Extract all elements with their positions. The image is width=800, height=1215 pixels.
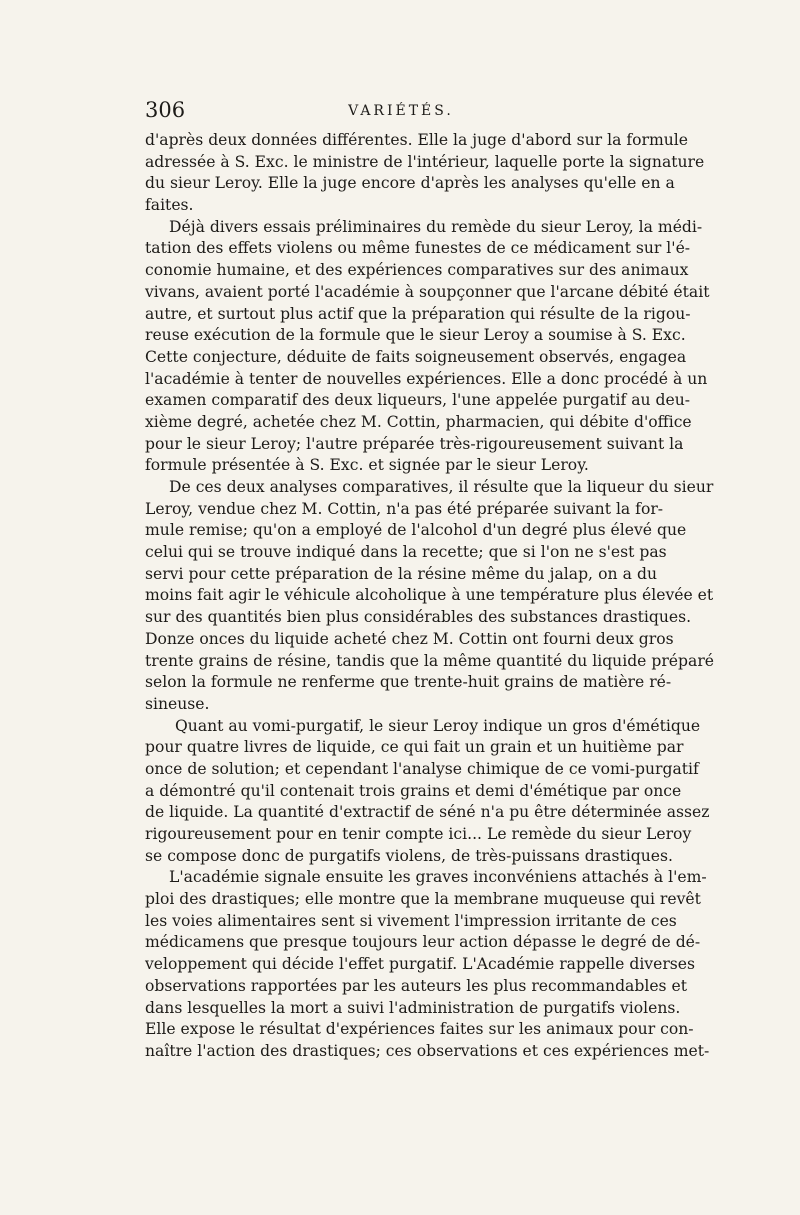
text-line: sur des quantités bien plus considérables des substances drastiques. [145, 608, 692, 627]
text-line: les voies alimentaires sent si vivement l'impression irritante de ces [145, 911, 677, 930]
text-line: adressée à S. Exc. le ministre de l'intérieur, laquelle porte la signature [145, 152, 705, 171]
text-line: formule présentée à S. Exc. et signée par le sieur Leroy. [145, 456, 589, 475]
text-line: autre, et surtout plus actif que la préparation qui résulte de la rigou- [145, 304, 691, 323]
text-line: servi pour cette préparation de la résine même du jalap, on a du [145, 564, 657, 583]
text-line: pour quatre livres de liquide, ce qui fait un grain et un huitième par [145, 738, 684, 757]
text-line: de liquide. La quantité d'extractif de séné n'a pu être déterminée assez [145, 803, 710, 822]
text-line: Donze onces du liquide acheté chez M. Cottin ont fourni deux gros [145, 629, 674, 648]
text-line: du sieur Leroy. Elle la juge encore d'après les analyses qu'elle en a [145, 174, 675, 193]
text-line: vivans, avaient porté l'académie à soupçonner que l'arcane débité était [145, 282, 710, 301]
text-line: selon la formule ne renferme que trente-huit grains de matière ré- [145, 673, 672, 692]
body-text [145, 130, 714, 1063]
text-line: Déjà divers essais préliminaires du remède du sieur Leroy, la médi- [169, 217, 703, 236]
running-title: VARIÉTÉS. [348, 103, 454, 119]
text-line: moins fait agir le véhicule alcoholique à une température plus élevée et [145, 586, 714, 605]
text-line: trente grains de résine, tandis que la même quantité du liquide préparé [145, 651, 714, 670]
text-line: se compose donc de purgatifs violens, de très-puissans drastiques. [145, 846, 673, 865]
text-line: veloppement qui décide l'effet purgatif. L'Académie rappelle diverses [145, 955, 696, 974]
text-line: a démontré qu'il contenait trois grains et demi d'émétique par once [145, 781, 682, 800]
text-line: once de solution; et cependant l'analyse chimique de ce vomi-purgatif [145, 759, 699, 778]
page-header [145, 98, 657, 124]
text-line: l'académie à tenter de nouvelles expériences. Elle a donc procédé à un [145, 369, 708, 388]
text-line: Elle expose le résultat d'expériences faites sur les animaux pour con- [145, 1020, 694, 1039]
text-line: De ces deux analyses comparatives, il résulte que la liqueur du sieur [169, 478, 714, 496]
text-line: conomie humaine, et des expériences comparatives sur des animaux [145, 261, 689, 280]
text-line: tation des effets violens ou même funestes de ce médicament sur l'é- [145, 239, 691, 258]
text-line: mule remise; qu'on a employé de l'alcohol d'un degré plus élevé que [145, 521, 687, 540]
text-line: Quant au vomi-purgatif, le sieur Leroy indique un gros d'émétique [175, 716, 701, 735]
text-line: rigoureusement pour en tenir compte ici... Le remède du sieur Leroy [145, 825, 692, 843]
text-line: examen comparatif des deux liqueurs, l'une appelée purgatif au deu- [145, 391, 691, 410]
text-line: naître l'action des drastiques; ces observations et ces expériences met- [145, 1041, 710, 1060]
text-line: d'après deux données différentes. Elle la juge d'abord sur la formule [145, 131, 688, 149]
text-line: L'académie signale ensuite les graves inconvéniens attachés à l'em- [169, 868, 707, 887]
text-line: sineuse. [145, 694, 210, 713]
page-number: 306 [145, 98, 186, 122]
text-line: celui qui se trouve indiqué dans la recette; que si l'on ne s'est pas [145, 543, 667, 562]
text-line: ploi des drastiques; elle montre que la membrane muqueuse qui revêt [145, 890, 701, 909]
text-line: pour le sieur Leroy; l'autre préparée très-rigoureusement suivant la [145, 434, 684, 453]
text-line: Leroy, vendue chez M. Cottin, n'a pas été préparée suivant la for- [145, 499, 664, 518]
text-line: observations rapportées par les auteurs les plus recommandables et [145, 976, 687, 995]
text-line: xième degré, achetée chez M. Cottin, pharmacien, qui débite d'office [145, 412, 692, 431]
text-line: médicamens que presque toujours leur action dépasse le degré de dé- [145, 933, 701, 952]
text-line: faites. [145, 196, 194, 215]
text-line: reuse exécution de la formule que le sieur Leroy a soumise à S. Exc. [145, 326, 686, 345]
text-line: dans lesquelles la mort a suivi l'administration de purgatifs violens. [145, 998, 681, 1017]
text-line: Cette conjecture, déduite de faits soigneusement observés, engagea [145, 347, 687, 366]
